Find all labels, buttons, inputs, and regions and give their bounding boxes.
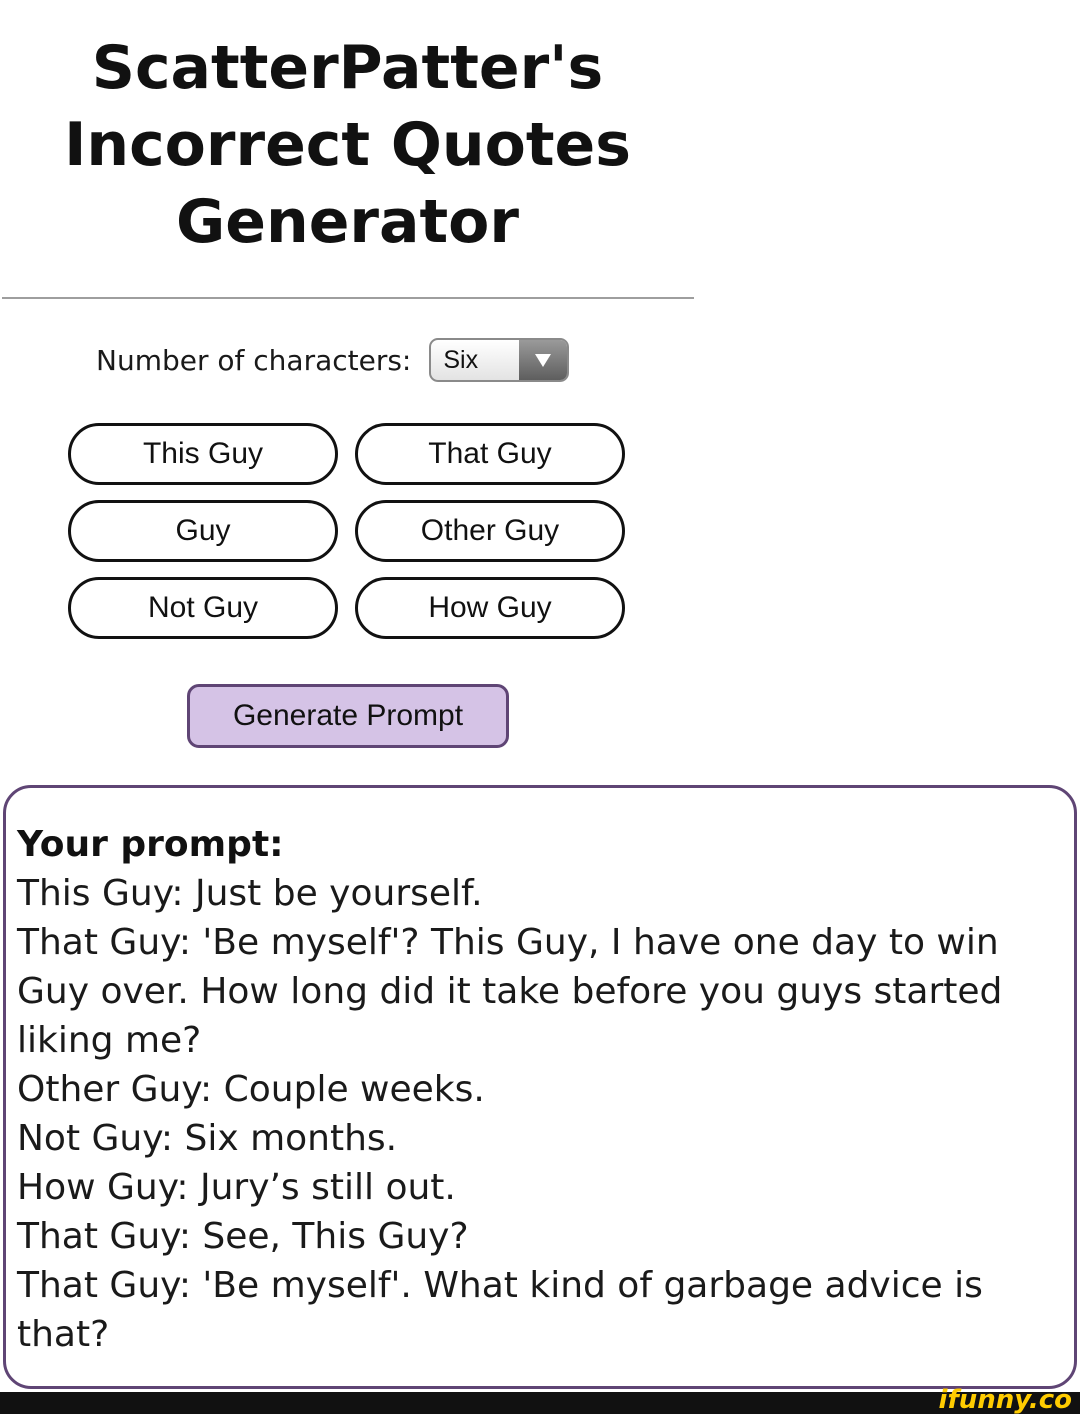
- prompt-heading: Your prompt:: [17, 824, 284, 865]
- character-input-5[interactable]: Not Guy: [68, 577, 338, 639]
- footer-bar: [0, 1392, 1080, 1414]
- character-input-4[interactable]: Other Guy: [355, 500, 625, 562]
- prompt-line: This Guy: Just be yourself.: [17, 873, 483, 914]
- title-line-2: Incorrect Quotes: [64, 110, 631, 180]
- prompt-output: [17, 820, 1067, 1359]
- prompt-line: Not Guy: Six months.: [17, 1118, 398, 1159]
- header-divider: [2, 297, 694, 299]
- prompt-line: Other Guy: Couple weeks.: [17, 1069, 485, 1110]
- prompt-line: That Guy: 'Be myself'. What kind of garbage advice is that?: [17, 1265, 983, 1355]
- character-input-6[interactable]: How Guy: [355, 577, 625, 639]
- character-count-label: Number of characters:: [96, 343, 412, 377]
- title-line-1: ScatterPatter's: [91, 33, 604, 103]
- title-line-3: Generator: [176, 187, 519, 257]
- character-count-value: Six: [443, 346, 479, 374]
- prompt-line: How Guy: Jury’s still out.: [17, 1167, 456, 1208]
- generate-prompt-button[interactable]: Generate Prompt: [187, 684, 509, 748]
- select-arrow-button[interactable]: [519, 340, 567, 380]
- character-input-2[interactable]: That Guy: [355, 423, 625, 485]
- prompt-line: That Guy: See, This Guy?: [17, 1216, 469, 1257]
- character-input-1[interactable]: This Guy: [68, 423, 338, 485]
- chevron-down-icon: [535, 354, 551, 367]
- character-input-3[interactable]: Guy: [68, 500, 338, 562]
- character-count-row: [96, 336, 569, 384]
- ifunny-watermark: ifunny.co: [938, 1385, 1072, 1415]
- character-count-select[interactable]: [429, 338, 569, 382]
- prompt-line: That Guy: 'Be myself'? This Guy, I have one day to win Guy over. How long did it take before you guys started liking me?: [17, 922, 1003, 1061]
- page-title: [0, 30, 695, 261]
